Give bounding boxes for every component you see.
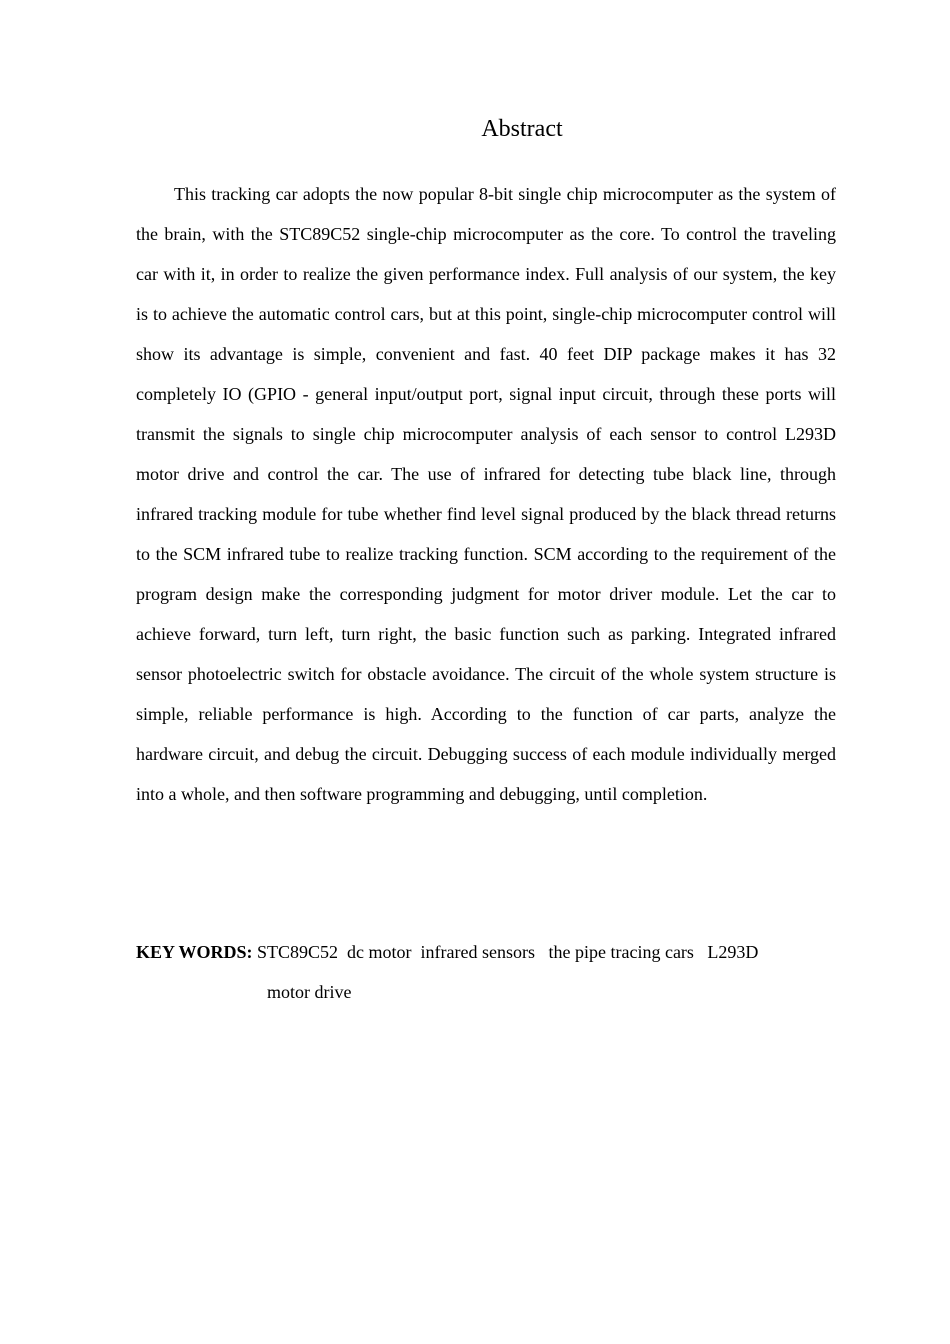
page-title: Abstract (481, 116, 563, 142)
abstract-paragraph: This tracking car adopts the now popular 8-bit single chip microcomputer as the system of the brain, with the STC89C52 single-chip microcomputer as the core. To control the traveling car with it, in order to realize the given performance index. Full analysis of our system, the key is to achieve the automatic control cars, but at this point, single-chip microcomputer control will show its advantage is simple, convenient and fast. 40 feet DIP package makes it has 32 completely IO (GPIO - general input/output port, signal input circuit, through these ports will transmit the signals to single chip microcomputer analysis of each sensor to control L293D motor drive and control the car. The use of infrared for detecting tube black line, through infrared tracking module for tube whether find level signal produced by the black thread returns to the SCM infrared tube to realize tracking function. SCM according to the requirement of the program design make the corresponding judgment for motor driver module. Let the car to achieve forward, turn left, turn right, the basic function such as parking. Integrated infrared sensor photoelectric switch for obstacle avoidance. The circuit of the whole system structure is simple, reliable performance is high. According to the function of car parts, analyze the hardware circuit, and debug the circuit. Debugging success of each module individually merged into a whole, and then software programming and debugging, until completion. (136, 184, 836, 804)
keywords-line (136, 932, 836, 972)
keywords-label: KEY WORDS: (136, 942, 253, 962)
keywords-continuation: motor drive (267, 982, 352, 1002)
keywords-list: STC89C52 dc motor infrared sensors the pipe tracing cars L293D (252, 942, 759, 962)
keywords-section (136, 932, 836, 1012)
